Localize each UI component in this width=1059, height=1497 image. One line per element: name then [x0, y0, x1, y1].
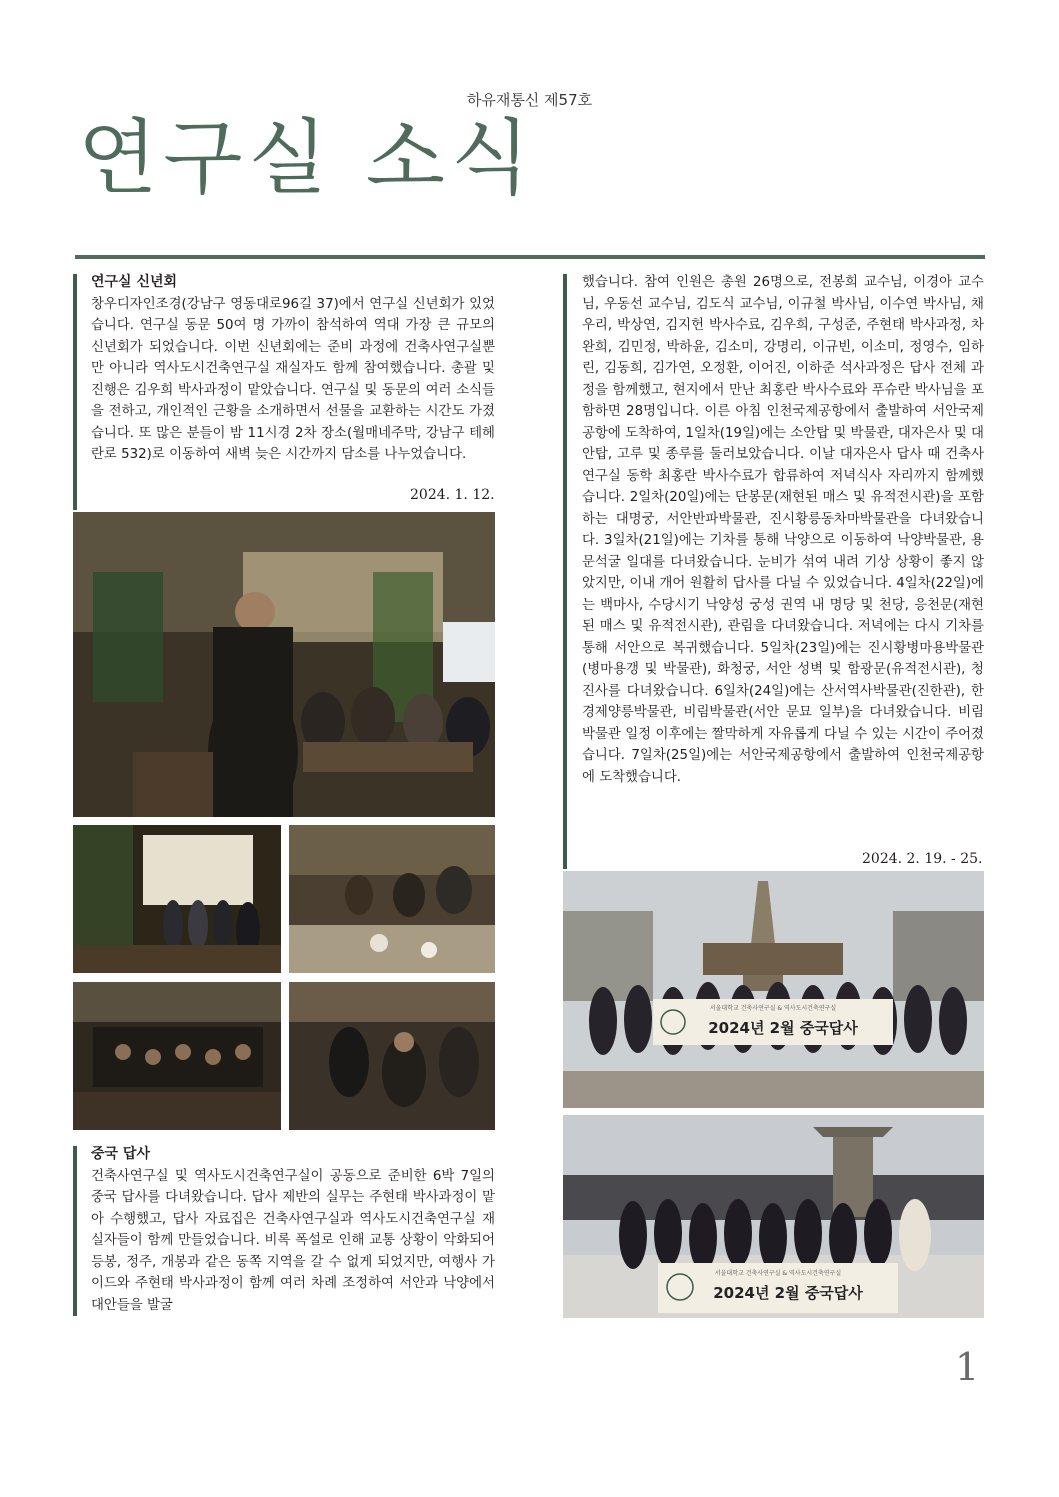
title-divider: [75, 255, 985, 259]
section2-body-right: 했습니다. 참여 인원은 총원 26명으로, 전봉희 교수님, 이경아 교수님, 우동선 교수님, 김도식 교수님, 이규철 박사님, 이수연 박사님, 채우리, 박상연, 김지헌 박사수료, 김우희, 구성준, 주현태 박사과정, 차완희, 김민정, 박하윤, 김소미, 강명리, 이규빈, 이소미, 정영수, 임하린, 김동희, 김가연, 오정환, 이어진, 이하준 석사과정은 답사 전체 과정을 함께했고, 현지에서 만난 최홍란 박사수료와 푸슈란 박사님을 포함하면 28명입니다. 이른 아침 인천국제공항에서 출발하여 서안국제공항에 도착하여, 1일차(19일)에는 소안탑 및 박물관, 대자은사 및 대안탑, 고루 및 종루를 둘러보았습니다. 이날 대자은사 답사 때 건축사연구실 동학 최홍란 박사수료가 합류하여 저녁식사 자리까지 함께했습니다. 2일차(20일)에는 단봉문(재현된 매스 및 유적전시관)을 포함하는 대명궁, 서안반파박물관, 진시황릉동차마박물관을 다녀왔습니다. 3일차(21일)에는 기차를 통해 낙양으로 이동하여 낙양박물관, 용문석굴 일대를 다녀왔습니다. 눈비가 섞여 내려 기상 상황이 좋지 않았지만, 이내 개어 원활히 답사를 다닐 수 있었습니다. 4일차(22일)에는 백마사, 수당시기 낙양성 궁성 권역 내 명당 및 천당, 응천문(재현된 매스 및 유적전시관), 관림을 다녀왔습니다. 저녁에는 다시 기차를 통해 서안으로 복귀했습니다. 5일차(23일)에는 진시황병마용박물관(병마용갱 및 박물관), 화청궁, 서안 성벽 및 함광문(유적전시관), 청진사를 다녀왔습니다. 6일차(24일)에는 산서역사박물관(진한관), 한경제양릉박물관, 비림박물관(서안 문묘 일부)을 다녀왔습니다. 비림박물관 일정 이후에는 짤막하게 자유롭게 다닐 수 있는 시간이 주어졌습니다. 7일차(25일)에는 서안국제공항에서 출발하여 인천국제공항에 도착했습니다.: [582, 275, 984, 785]
photo-newyear-stage: [73, 825, 281, 973]
page-number: 1: [955, 1345, 980, 1389]
section2-text-right: [582, 272, 984, 788]
photo-china-palace-group: [563, 1115, 984, 1318]
section2-text-left: [91, 1144, 495, 1316]
photo-newyear-second: [289, 982, 495, 1130]
section2-body-left: 건축사연구실 및 역사도시건축연구실이 공동으로 준비한 6박 7일의 중국 답사를 다녀왔습니다. 답사 제반의 실무는 주현태 박사과정이 맡아 수행했고, 답사 자료집은 건축사연구실과 역사도시건축연구실 재실자들이 함께 만들었습니다. 비록 폭설로 인해 교통 상황이 악화되어 등봉, 정주, 개봉과 같은 동쪽 지역을 갈 수 없게 되었지만, 여행사 가이드와 주현태 박사과정이 함께 여러 차례 조정하여 서안과 낙양에서 대안들을 발굴: [91, 1168, 495, 1313]
banner1-small-text: 서울대학교 건축사연구실 & 역사도시건축연구실: [709, 1005, 837, 1012]
section1-date: 2024. 1. 12.: [410, 487, 495, 503]
section1-heading: 연구실 신년회: [91, 274, 178, 290]
banner2-small-text: 서울대학교 건축사연구실 & 역사도시건축연구실: [714, 1270, 842, 1277]
section2-bar: [73, 1146, 77, 1316]
photo-newyear-speech: [73, 512, 495, 817]
photo-china-pagoda-group: [563, 871, 984, 1108]
photo-newyear-crowd: [73, 982, 281, 1130]
banner1-main-text: 2024년 2월 중국답사: [708, 1019, 858, 1037]
issue-label: 하유재통신 제57호: [466, 91, 593, 109]
banner2-main-text: 2024년 2월 중국답사: [713, 1284, 863, 1302]
section1-bar: [73, 274, 77, 510]
section2-right-bar: [563, 274, 567, 869]
section2-heading: 중국 답사: [91, 1146, 150, 1162]
section1-text: [91, 272, 495, 466]
photo-newyear-table: [289, 825, 495, 973]
page-title: 연구실 소식: [78, 111, 537, 206]
section2-date: 2024. 2. 19. - 25.: [862, 851, 983, 867]
section1-body: 창우디자인조경(강남구 영동대로96길 37)에서 연구실 신년회가 있었습니다. 연구실 동문 50여 명 가까이 참석하여 역대 가장 큰 규모의 신년회가 되었습니다. 이번 신년회에는 준비 과정에 건축사연구실뿐만 아니라 역사도시건축연구실 재실자도 함께 참여했습니다. 총괄 및 진행은 김우희 박사과정이 맡았습니다. 연구실 및 동문의 여러 소식들을 전하고, 개인적인 근황을 소개하면서 선물을 교환하는 시간도 가졌습니다. 또 많은 분들이 밤 11시경 2차 장소(월매네주막, 강남구 테헤란로 532)로 이동하여 새벽 늦은 시간까지 담소를 나누었습니다.: [91, 296, 495, 462]
